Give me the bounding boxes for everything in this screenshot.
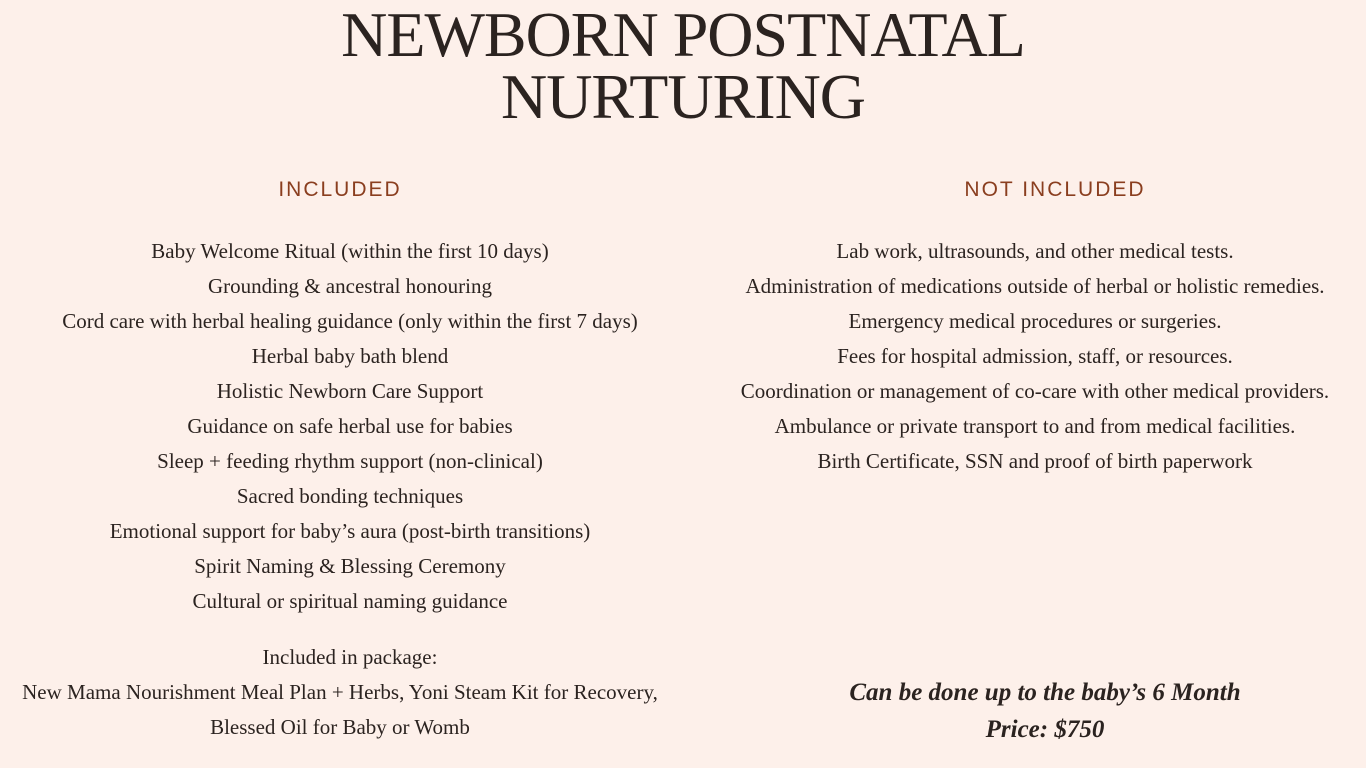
price-text: Price: $750 xyxy=(985,716,1105,743)
included-item: Guidance on safe herbal use for babies xyxy=(187,414,513,438)
included-item: Sleep + feeding rhythm support (non-clinical) xyxy=(157,449,543,473)
included-section xyxy=(20,176,680,619)
not-included-item: Birth Certificate, SSN and proof of birth paperwork xyxy=(817,449,1253,473)
included-item: Emotional support for baby’s aura (post-birth transitions) xyxy=(109,519,591,543)
included-item: Grounding & ancestral honouring xyxy=(207,274,493,298)
included-item: Herbal baby bath blend xyxy=(251,344,449,368)
not-included-item: Fees for hospital admission, staff, or resources. xyxy=(837,344,1233,368)
not-included-heading: NOT INCLUDED xyxy=(964,178,1146,201)
package-label: Included in package: xyxy=(262,645,438,669)
included-list xyxy=(20,234,680,619)
not-included-item: Lab work, ultrasounds, and other medical tests. xyxy=(836,239,1234,263)
not-included-item: Administration of medications outside of herbal or holistic remedies. xyxy=(745,274,1325,298)
included-item: Cultural or spiritual naming guidance xyxy=(192,589,508,613)
title-line-2: NURTURING xyxy=(500,61,866,132)
included-item: Sacred bonding techniques xyxy=(236,484,464,508)
not-included-item: Coordination or management of co-care with other medical providers. xyxy=(740,379,1330,403)
availability-note xyxy=(760,674,1330,748)
page-title xyxy=(0,0,1366,132)
not-included-item: Ambulance or private transport to and from medical facilities. xyxy=(774,414,1296,438)
not-included-section xyxy=(735,176,1366,479)
package-items: New Mama Nourishment Meal Plan + Herbs, Yoni Steam Kit for Recovery, Blessed Oil for Baby or Womb xyxy=(22,680,658,739)
not-included-item: Emergency medical procedures or surgeries. xyxy=(848,309,1222,333)
included-item: Holistic Newborn Care Support xyxy=(216,379,484,403)
title-line-1: NEWBORN POSTNATAL xyxy=(341,0,1025,70)
included-item: Spirit Naming & Blessing Ceremony xyxy=(194,554,506,578)
availability-text: Can be done up to the baby’s 6 Month xyxy=(849,679,1241,706)
included-heading: INCLUDED xyxy=(278,178,402,201)
package-section xyxy=(20,640,680,745)
not-included-list xyxy=(735,234,1335,479)
included-item: Cord care with herbal healing guidance (only within the first 7 days) xyxy=(62,309,638,333)
included-item: Baby Welcome Ritual (within the first 10 days) xyxy=(151,239,549,263)
